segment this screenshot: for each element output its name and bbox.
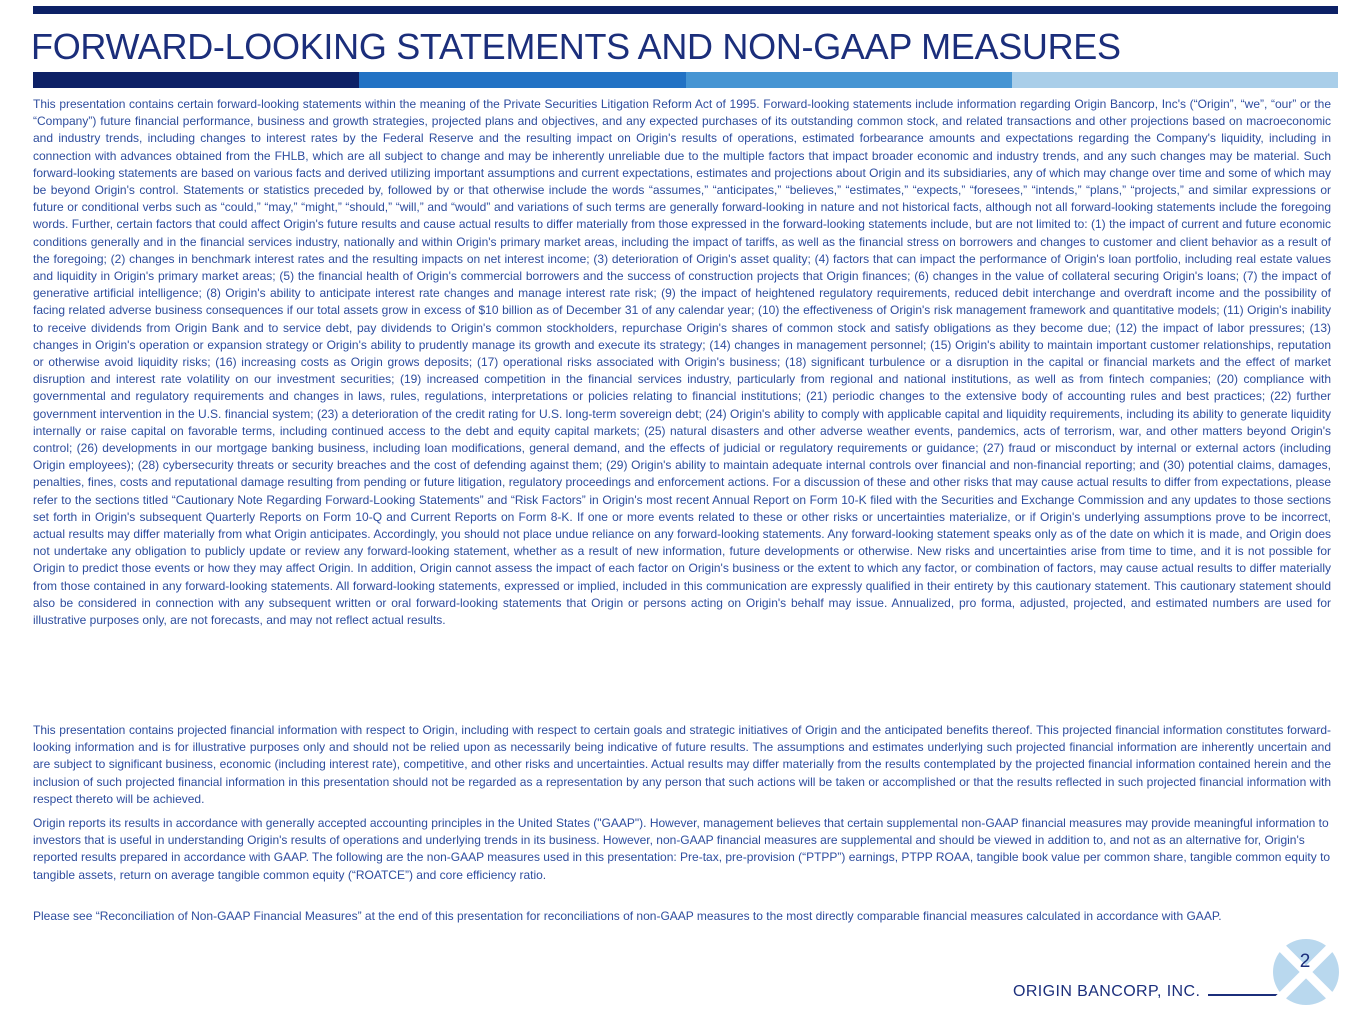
footer: [1013, 980, 1278, 1001]
paragraph-projected-financial-information: This presentation contains projected financial information with respect to Origin, including with respect to certain goals and strategic initiatives of Origin and the anticipated benefits thereof. This projected financial information constitutes forward-looking information and is for illustrative purposes only and should not be relied upon as necessarily being indicative of future results. The assumptions and estimates underlying such projected financial information are inherently uncertain and are subject to significant business, economic (including interest rate), competitive, and other risks and uncertainties. Actual results may differ materially from the results contemplated by the projected financial information contained herein and the inclusion of such projected financial information in this presentation should not be regarded as a representation by any person that such actions will be taken or accomplished or that the results reflected in such projected financial information with respect thereto will be achieved.: [33, 723, 1331, 806]
paragraph-forward-looking-statements: This presentation contains certain forward-looking statements within the meaning of the Private Securities Litigation Reform Act of 1995. Forward-looking statements include information regarding Origin Bancorp, Inc's (“Origin”, “we”, “our” or the “Company”) future financial performance, business and growth strategies, projected plans and objectives, and any expected purchases of its outstanding common stock, and related transactions and other projections based on macroeconomic and industry trends, including changes to interest rates by the Federal Reserve and the resulting impact on Origin's results of operations, estimated forbearance amounts and expectations regarding the Company's liquidity, including in connection with advances obtained from the FHLB, which are all subject to change and may be inherently unreliable due to the multiple factors that impact broader economic and industry trends, and any such changes may be material. Such forward-looking statements are based on various facts and derived utilizing important assumptions and current expectations, estimates and projections about Origin and its subsidiaries, any of which may change over time and some of which may be beyond Origin's control. Statements or statistics preceded by, followed by or that otherwise include the words “assumes,” “anticipates,” “believes,” “estimates,” “expects,” “foresees,” “intends,” “plans,” “projects,” and similar expressions or future or conditional verbs such as “could,” “may,” “might,” “should,” “will,” and “would” and variations of such terms are generally forward-looking in nature and not historical facts, although not all forward-looking statements include the foregoing words. Further, certain factors that could affect Origin's future results and cause actual results to differ materially from those expressed in the forward-looking statements include, but are not limited to: (1) the impact of current and future economic conditions generally and in the financial services industry, nationally and within Origin's primary market areas, including the impact of tariffs, as well as the financial stress on borrowers and changes to customer and client behavior as a result of the foregoing; (2) changes in benchmark interest rates and the resulting impacts on net interest income; (3) deterioration of Origin's asset quality; (4) factors that can impact the performance of Origin's loan portfolio, including real estate values and liquidity in Origin's primary market areas; (5) the financial health of Origin's commercial borrowers and the success of construction projects that Origin finances; (6) changes in the value of collateral securing Origin's loans; (7) the impact of generative artificial intelligence; (8) Origin's ability to anticipate interest rate changes and manage interest rate risk; (9) the impact of heightened regulatory requirements, reduced debit interchange and overdraft income and the possibility of facing related adverse business consequences if our total assets grow in excess of $10 billion as of December 31 of any calendar year; (10) the effectiveness of Origin's risk management framework and quantitative models; (11) Origin's inability to receive dividends from Origin Bank and to service debt, pay dividends to Origin's common stockholders, repurchase Origin's shares of common stock and satisfy obligations as they become due; (12) the impact of labor pressures; (13) changes in Origin's operation or expansion strategy or Origin's ability to prudently manage its growth and execute its strategy; (14) changes in management personnel; (15) Origin's ability to maintain important customer relationships, reputation or otherwise avoid liquidity risks; (16) increasing costs as Origin grows deposits; (17) operational risks associated with Origin's business; (18) significant turbulence or a disruption in the capital or financial markets and the effect of market disruption and interest rate volatility on our investment securities; (19) increased competition in the financial services industry, particularly from regional and national institutions, as well as from fintech companies; (20) compliance with governmental and regulatory requirements and changes in laws, rules, regulations, interpretations or policies relating to financial institutions; (21) periodic changes to the extensive body of accounting rules and best practices; (22) further government intervention in the U.S. financial system; (23) a deterioration of the credit rating for U.S. long-term sovereign debt; (24) Origin's ability to comply with applicable capital and liquidity requirements, including its ability to generate liquidity internally or raise capital on favorable terms, including continued access to the debt and equity capital markets; (25) natural disasters and other adverse weather events, pandemics, acts of terrorism, war, and other matters beyond Origin's control; (26) developments in our mortgage banking business, including loan modifications, general demand, and the effects of judicial or regulatory requirements or guidance; (27) fraud or misconduct by internal or external actors (including Origin employees); (28) cybersecurity threats or security breaches and the cost of defending against them; (29) Origin's ability to maintain adequate internal controls over financial and non-financial reporting; and (30) potential claims, damages, penalties, fines, costs and reputational damage resulting from pending or future litigation, regulatory proceedings and enforcement actions. For a discussion of these and other risks that may cause actual results to differ from expectations, please refer to the sections titled “Cautionary Note Regarding Forward-Looking Statements” and “Risk Factors” in Origin's most recent Annual Report on Form 10-K filed with the Securities and Exchange Commission and any updates to those sections set forth in Origin's subsequent Quarterly Reports on Form 10-Q and Current Reports on Form 8-K. If one or more events related to these or other risks or uncertainties materialize, or if Origin's underlying assumptions prove to be incorrect, actual results may differ materially from what Origin anticipates. Accordingly, you should not place undue reliance on any forward-looking statements. Any forward-looking statement speaks only as of the date on which it is made, and Origin does not undertake any obligation to publicly update or review any forward-looking statement, whether as a result of new information, future developments or otherwise. New risks and uncertainties arise from time to time, and it is not possible for Origin to predict those events or how they may affect Origin. In addition, Origin cannot assess the impact of each factor on Origin's business or the extent to which any factor, or combination of factors, may cause actual results to differ materially from those contained in any forward-looking statements. All forward-looking statements, expressed or implied, included in this communication are expressly qualified in their entirety by this cautionary statement. This cautionary statement should also be considered in connection with any subsequent written or oral forward-looking statements that Origin or persons acting on Origin's behalf may issue. Annualized, pro forma, adjusted, projected, and estimated numbers are used for illustrative purposes only, are not forecasts, and may not reflect actual results.: [33, 97, 1331, 628]
accent-segment-2: [359, 72, 685, 88]
title-underline-bar: [33, 72, 1338, 88]
accent-segment-1: [33, 72, 359, 88]
page-number: 2: [1299, 951, 1311, 972]
paragraph-non-gaap-measures: Origin reports its results in accordance with generally accepted accounting principles in the United States ("GAAP"). However, management believes that certain supplemental non-GAAP financial measures may provide meaningful information to investors that is useful in understanding Origin's results of operations and underlying trends in its business. However, non-GAAP financial measures are supplemental and should be viewed in addition to, and not as an alternative for, Origin's reported results prepared in accordance with GAAP. The following are the non-GAAP measures used in this presentation: Pre-tax, pre-provision (“PTPP”) earnings, PTPP ROAA, tangible book value per common share, tangible common equity to tangible assets, return on average tangible common equity (“ROATCE”) and core efficiency ratio.: [33, 816, 1331, 882]
paragraph-reconciliation-note: Please see “Reconciliation of Non-GAAP Financial Measures” at the end of this presentation for reconciliations of non-GAAP measures to the most directly comparable financial measures calculated in accordance with GAAP.: [33, 909, 1222, 923]
accent-segment-3: [686, 72, 1012, 88]
top-accent-bar: [33, 6, 1338, 14]
page-title: FORWARD-LOOKING STATEMENTS AND NON-GAAP MEASURES: [31, 26, 1121, 67]
accent-segment-4: [1012, 72, 1338, 88]
footer-company-name: ORIGIN BANCORP, INC.: [1013, 983, 1201, 1000]
footer-underline: [1208, 980, 1278, 996]
